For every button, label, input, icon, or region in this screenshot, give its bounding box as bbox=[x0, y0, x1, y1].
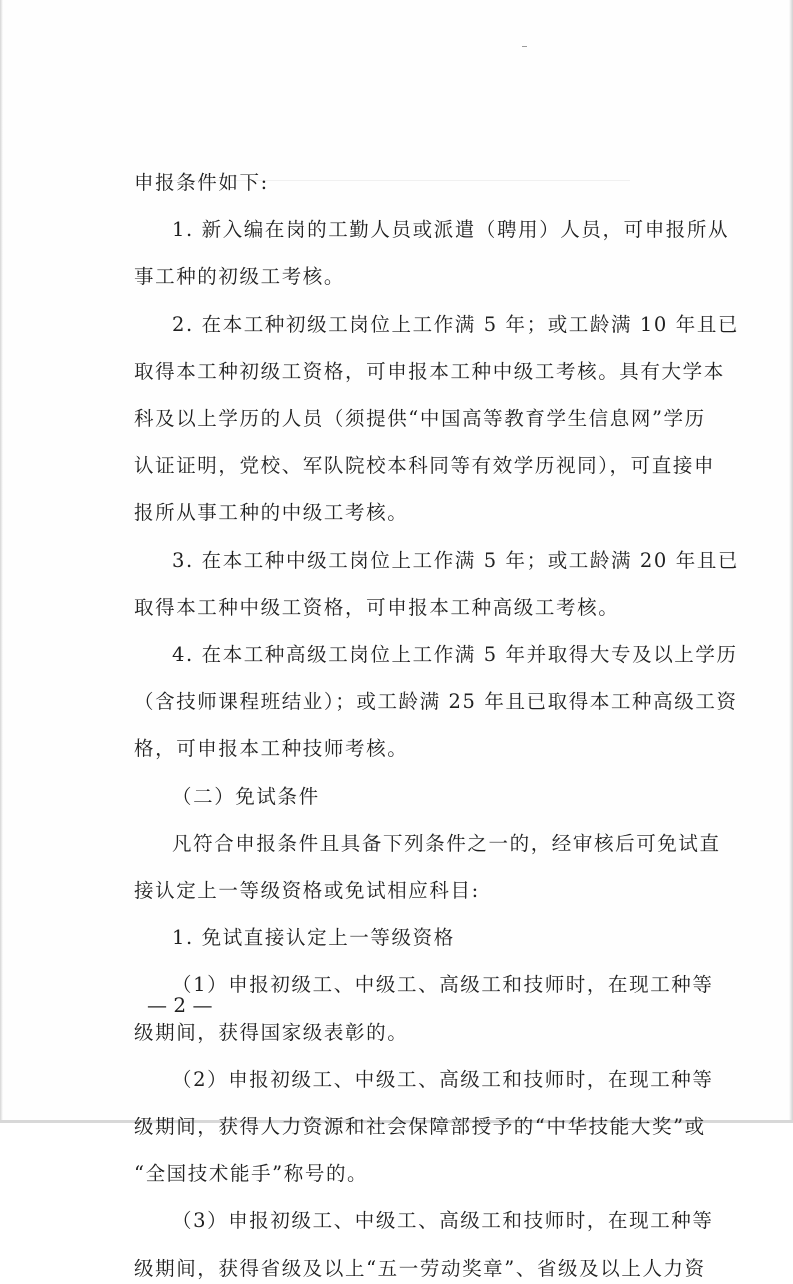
body-line: 取得本工种中级工资格，可申报本工种高级工考核。 bbox=[134, 595, 620, 619]
body-line: 科及以上学历的人员（须提供“中国高等教育学生信息网”学历 bbox=[134, 407, 706, 430]
body-line: 4. 在本工种高级工岗位上工作满 5 年并取得大专及以上学历 bbox=[172, 643, 738, 666]
scan-speck bbox=[522, 46, 527, 47]
body-line: 级期间，获得人力资源和社会保障部授予的“中华技能大奖”或 bbox=[134, 1115, 706, 1138]
body-line: 取得本工种初级工资格，可申报本工种中级工考核。具有大学本 bbox=[134, 359, 725, 383]
body-line: 凡符合申报条件且具备下列条件之一的，经审核后可免试直 bbox=[172, 831, 721, 855]
body-line: 报所从事工种的中级工考核。 bbox=[134, 501, 409, 525]
section-heading: （二）免试条件 bbox=[172, 784, 320, 808]
body-line: 1. 新入编在岗的工勤人员或派遣（聘用）人员，可申报所从 bbox=[172, 218, 730, 242]
body-line: 格，可申报本工种技师考核。 bbox=[134, 737, 409, 761]
body-line: （2）申报初级工、中级工、高级工和技师时，在现工种等 bbox=[172, 1067, 714, 1091]
body-line: 申报条件如下: bbox=[134, 171, 269, 194]
body-line: 认证证明，党校、军队院校本科同等有效学历视同），可直接申 bbox=[134, 454, 716, 478]
body-line: （1）申报初级工、中级工、高级工和技师时，在现工种等 bbox=[172, 973, 714, 997]
body-line: 2. 在本工种初级工岗位上工作满 5 年；或工龄满 10 年且已 bbox=[172, 312, 740, 336]
page-number: — 2 — bbox=[147, 993, 213, 1017]
body-line: （含技师课程班结业）；或工龄满 25 年且已取得本工种高级工资 bbox=[134, 690, 738, 714]
body-line: 级期间，获得省级及以上“五一劳动奖章”、省级及以上人力资 bbox=[134, 1256, 706, 1280]
body-line: 级期间，获得国家级表彰的。 bbox=[134, 1020, 409, 1044]
body-line: 事工种的初级工考核。 bbox=[134, 265, 346, 289]
body-line: “全国技术能手”称号的。 bbox=[134, 1162, 369, 1186]
body-line: （3）申报初级工、中级工、高级工和技师时，在现工种等 bbox=[172, 1209, 714, 1233]
body-line: 3. 在本工种中级工岗位上工作满 5 年；或工龄满 20 年且已 bbox=[172, 548, 740, 572]
body-line: 接认定上一等级资格或免试相应科目: bbox=[134, 879, 480, 902]
scan-edge bbox=[0, 0, 3, 1123]
scan-edge bbox=[789, 0, 793, 1123]
body-line: 1. 免试直接认定上一等级资格 bbox=[172, 926, 455, 950]
